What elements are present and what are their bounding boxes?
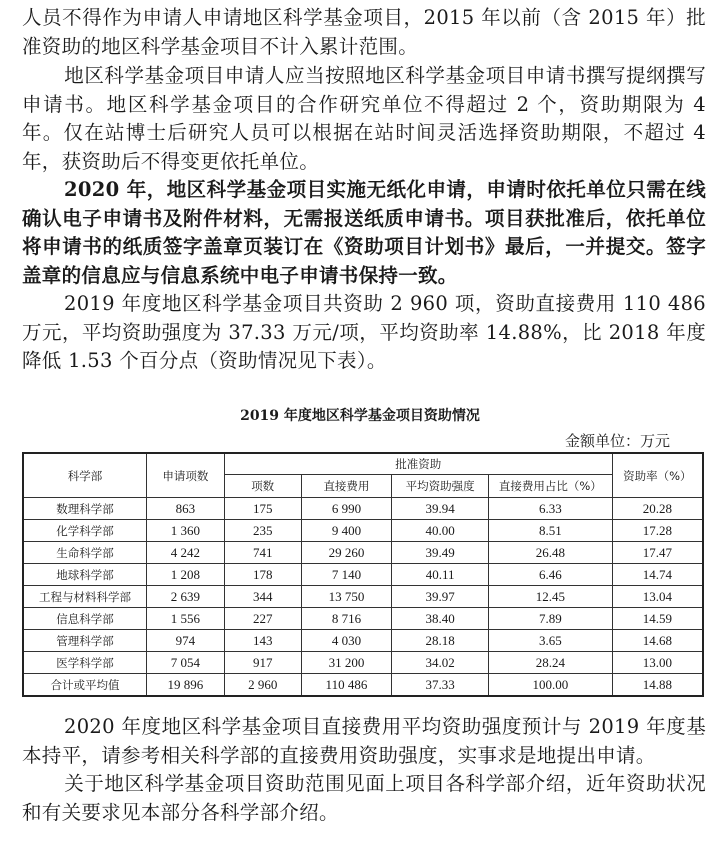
cell-applications: 863 bbox=[147, 498, 225, 520]
cell-rate: 13.00 bbox=[612, 652, 703, 674]
table-row bbox=[23, 586, 703, 608]
cell-share: 28.24 bbox=[489, 652, 613, 674]
header-rate: 资助率（%） bbox=[612, 453, 703, 498]
cell-count: 235 bbox=[224, 520, 301, 542]
cell-applications: 2 639 bbox=[147, 586, 225, 608]
cell-rate: 14.74 bbox=[612, 564, 703, 586]
cell-applications: 1 556 bbox=[147, 608, 225, 630]
cell-direct-cost: 110 486 bbox=[301, 674, 392, 697]
cell-count: 143 bbox=[224, 630, 301, 652]
table-row bbox=[23, 674, 703, 697]
cell-share: 7.89 bbox=[489, 608, 613, 630]
header-direct-cost: 直接费用 bbox=[301, 475, 392, 498]
cell-applications: 4 242 bbox=[147, 542, 225, 564]
cell-rate: 14.88 bbox=[612, 674, 703, 697]
cell-direct-cost: 29 260 bbox=[301, 542, 392, 564]
paragraph-text: 关于地区科学基金项目资助范围见面上项目各科学部介绍，近年资助状况和有关要求见本部分各科学部介绍。 bbox=[22, 772, 706, 824]
paragraph-text: 2020 年，地区科学基金项目实施无纸化申请，申请时依托单位只需在线确认电子申请书及附件材料，无需报送纸质申请书。项目获批准后，依托单位将申请书的纸质签字盖章页装订在《资助项目计划书》最后，一并提交。签字盖章的信息应与信息系统中电子申请书保持一致。 bbox=[22, 178, 706, 287]
header-dept: 科学部 bbox=[23, 453, 147, 498]
cell-avg: 40.00 bbox=[392, 520, 489, 542]
header-approved-group: 批准资助 bbox=[224, 453, 612, 475]
cell-count: 741 bbox=[224, 542, 301, 564]
cell-direct-cost: 8 716 bbox=[301, 608, 392, 630]
cell-rate: 17.28 bbox=[612, 520, 703, 542]
cell-avg: 39.49 bbox=[392, 542, 489, 564]
cell-count: 344 bbox=[224, 586, 301, 608]
cell-avg: 39.94 bbox=[392, 498, 489, 520]
funding-table bbox=[22, 452, 704, 697]
cell-dept: 地球科学部 bbox=[23, 564, 147, 586]
cell-applications: 19 896 bbox=[147, 674, 225, 697]
cell-dept: 医学科学部 bbox=[23, 652, 147, 674]
cell-direct-cost: 6 990 bbox=[301, 498, 392, 520]
cell-dept: 管理科学部 bbox=[23, 630, 147, 652]
cell-count: 178 bbox=[224, 564, 301, 586]
cell-dept: 信息科学部 bbox=[23, 608, 147, 630]
paragraph-eligibility-end: 人员不得作为申请人申请地区科学基金项目，2015 年以前（含 2015 年）批准资助的地区科学基金项目不计入累计范围。 bbox=[22, 6, 706, 58]
cell-direct-cost: 9 400 bbox=[301, 520, 392, 542]
cell-rate: 20.28 bbox=[612, 498, 703, 520]
table-row bbox=[23, 630, 703, 652]
table-unit-note: 金额单位：万元 bbox=[564, 432, 670, 450]
cell-applications: 974 bbox=[147, 630, 225, 652]
cell-direct-cost: 7 140 bbox=[301, 564, 392, 586]
cell-dept: 生命科学部 bbox=[23, 542, 147, 564]
paragraph-2019-summary bbox=[22, 290, 706, 376]
cell-share: 3.65 bbox=[489, 630, 613, 652]
table-row bbox=[23, 564, 703, 586]
cell-avg: 28.18 bbox=[392, 630, 489, 652]
cell-count: 227 bbox=[224, 608, 301, 630]
cell-share: 100.00 bbox=[489, 674, 613, 697]
cell-rate: 14.68 bbox=[612, 630, 703, 652]
paragraph-paperless bbox=[22, 176, 706, 290]
cell-avg: 40.11 bbox=[392, 564, 489, 586]
header-applications: 申请项数 bbox=[147, 453, 225, 498]
paragraph-application-outline bbox=[22, 62, 706, 176]
paragraph-text: 2020 年度地区科学基金项目直接费用平均资助强度预计与 2019 年度基本持平，请参考相关科学部的直接费用资助强度，实事求是地提出申请。 bbox=[22, 715, 706, 767]
cell-count: 917 bbox=[224, 652, 301, 674]
header-avg-intensity: 平均资助强度 bbox=[392, 475, 489, 498]
cell-avg: 34.02 bbox=[392, 652, 489, 674]
cell-avg: 39.97 bbox=[392, 586, 489, 608]
cell-count: 2 960 bbox=[224, 674, 301, 697]
cell-dept: 数理科学部 bbox=[23, 498, 147, 520]
cell-dept: 工程与材料科学部 bbox=[23, 586, 147, 608]
cell-share: 26.48 bbox=[489, 542, 613, 564]
cell-applications: 7 054 bbox=[147, 652, 225, 674]
cell-direct-cost: 13 750 bbox=[301, 586, 392, 608]
cell-count: 175 bbox=[224, 498, 301, 520]
cell-rate: 17.47 bbox=[612, 542, 703, 564]
paragraph-text: 地区科学基金项目申请人应当按照地区科学基金项目申请书撰写提纲撰写申请书。地区科学基金项目的合作研究单位不得超过 2 个，资助期限为 4 年。仅在站博士后研究人员可以根据在站时间灵活选择资助期限，不超过 4 年，获资助后不得变更依托单位。 bbox=[22, 64, 706, 173]
cell-share: 6.33 bbox=[489, 498, 613, 520]
cell-rate: 13.04 bbox=[612, 586, 703, 608]
cell-share: 8.51 bbox=[489, 520, 613, 542]
table-title: 2019 年度地区科学基金项目资助情况 bbox=[240, 408, 480, 424]
header-count: 项数 bbox=[224, 475, 301, 498]
table-row bbox=[23, 498, 703, 520]
cell-dept: 化学科学部 bbox=[23, 520, 147, 542]
table-row bbox=[23, 652, 703, 674]
cell-direct-cost: 4 030 bbox=[301, 630, 392, 652]
cell-applications: 1 208 bbox=[147, 564, 225, 586]
cell-avg: 38.40 bbox=[392, 608, 489, 630]
cell-share: 12.45 bbox=[489, 586, 613, 608]
header-cost-share: 直接费用占比（%） bbox=[489, 475, 613, 498]
cell-rate: 14.59 bbox=[612, 608, 703, 630]
paragraph-scope-reference bbox=[22, 770, 706, 827]
cell-applications: 1 360 bbox=[147, 520, 225, 542]
cell-dept: 合计或平均值 bbox=[23, 674, 147, 697]
table-row bbox=[23, 520, 703, 542]
paragraph-text: 2019 年度地区科学基金项目共资助 2 960 项，资助直接费用 110 486 万元，平均资助强度为 37.33 万元/项，平均资助率 14.88%，比 2018 年度降低 1.53 个百分点（资助情况见下表）。 bbox=[22, 292, 706, 372]
cell-avg: 37.33 bbox=[392, 674, 489, 697]
table-row bbox=[23, 608, 703, 630]
table-row bbox=[23, 542, 703, 564]
cell-direct-cost: 31 200 bbox=[301, 652, 392, 674]
paragraph-2020-intensity bbox=[22, 713, 706, 770]
cell-share: 6.46 bbox=[489, 564, 613, 586]
